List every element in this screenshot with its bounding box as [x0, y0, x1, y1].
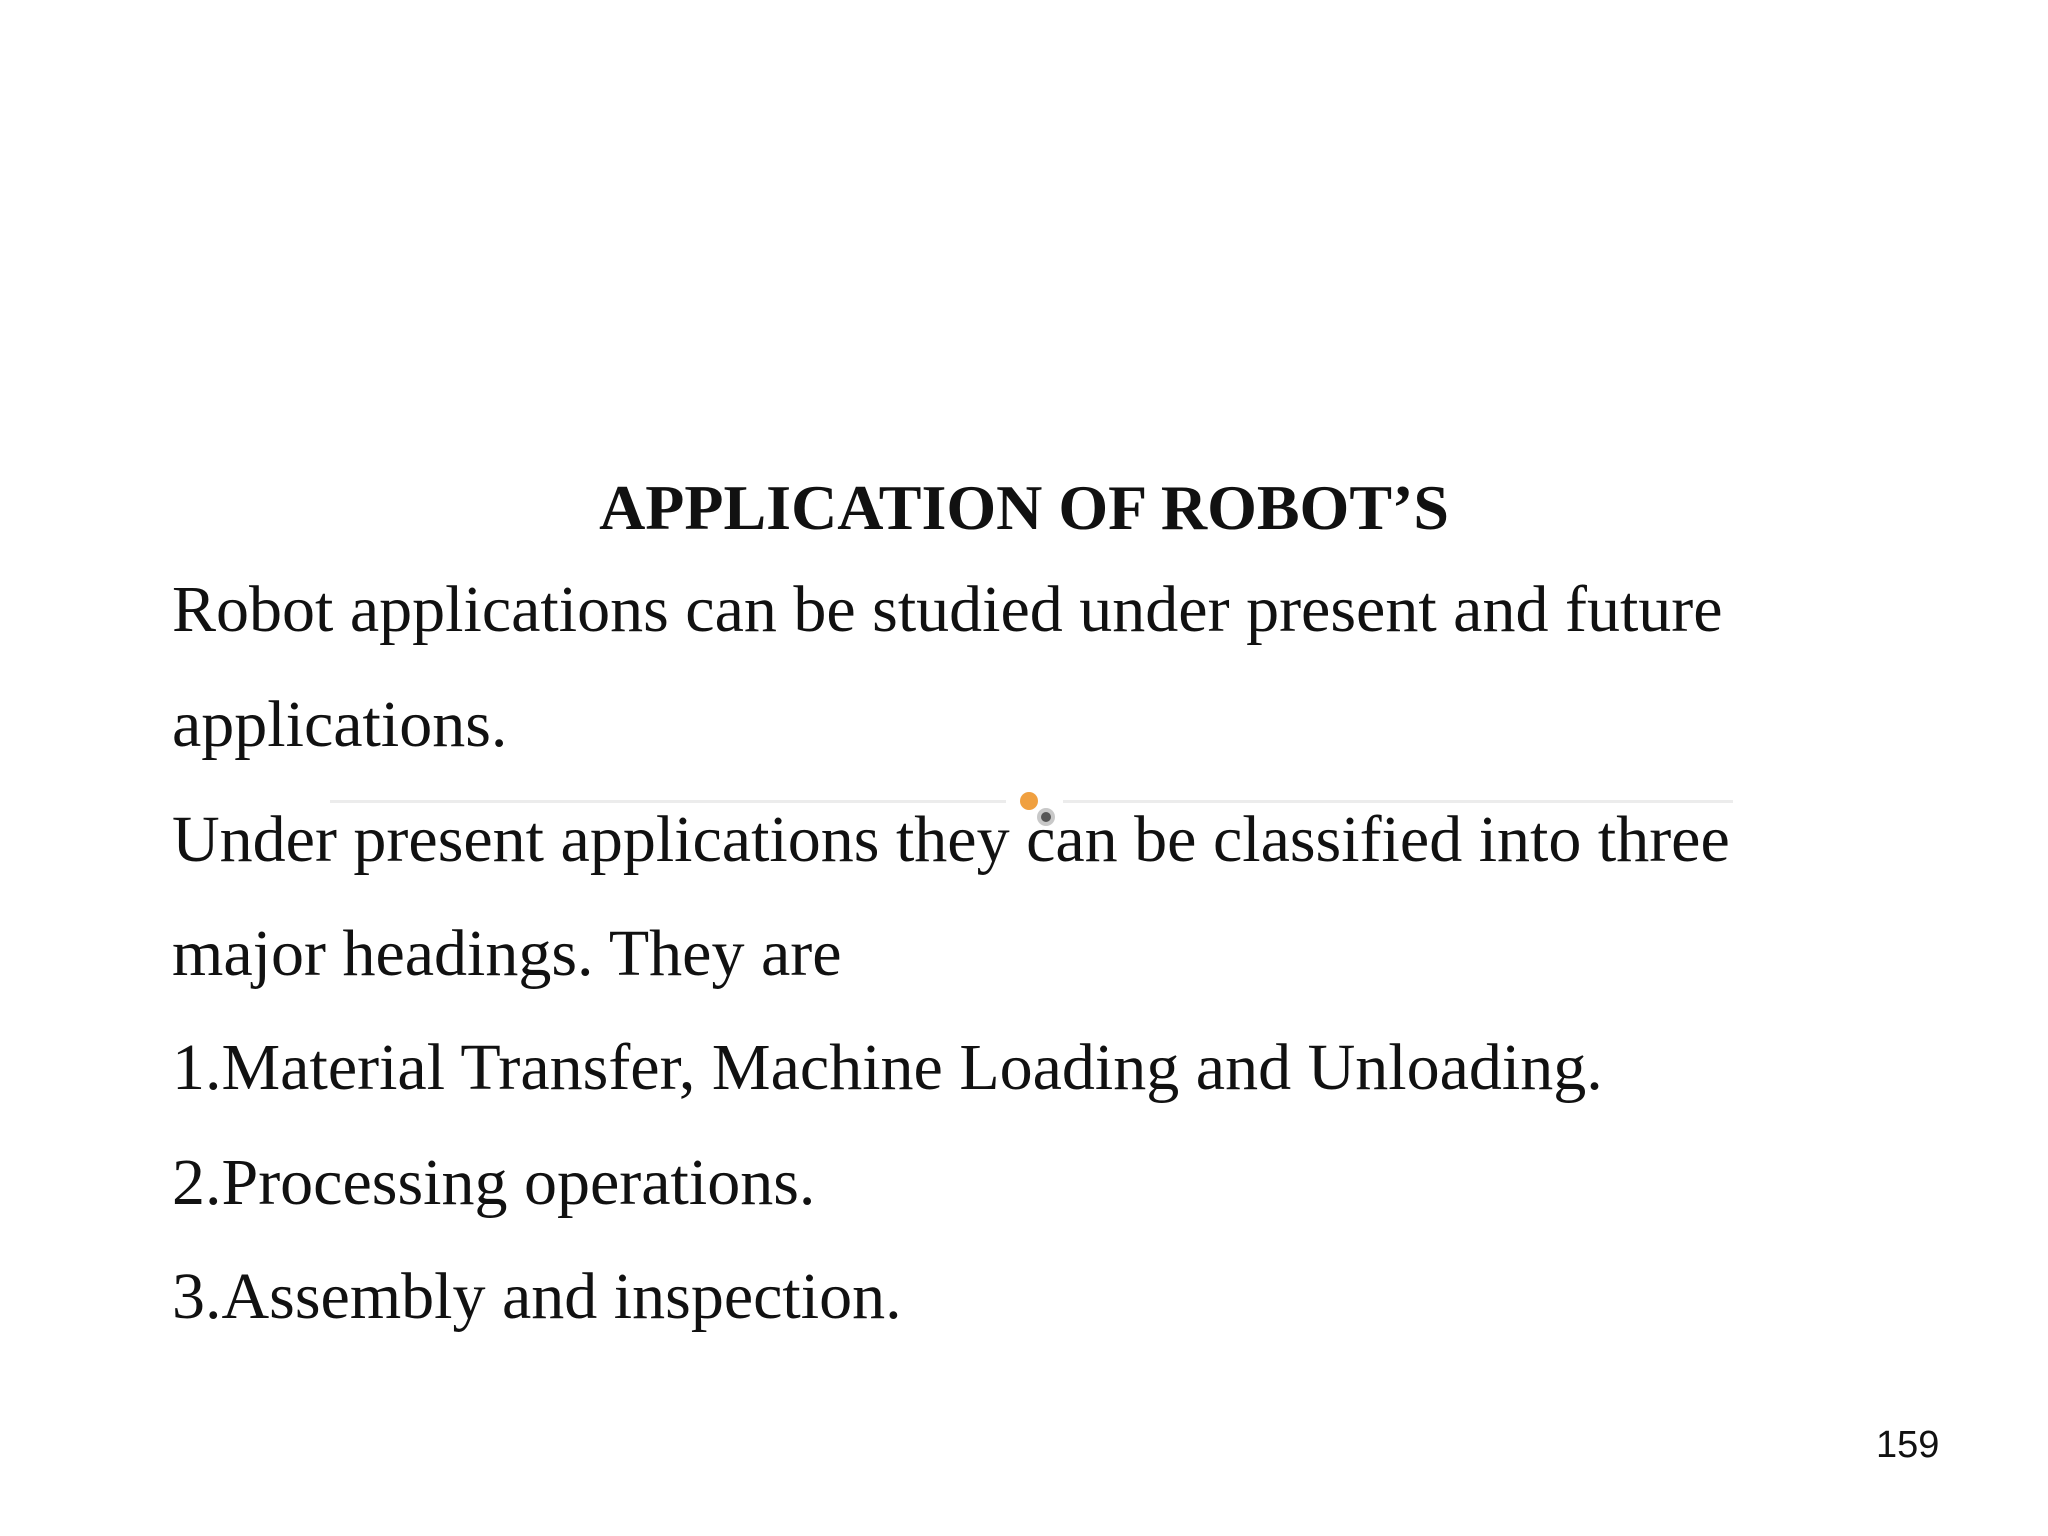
- body-line-1: Robot applications can be studied under present and future: [172, 573, 1723, 646]
- body-line-7: 3.Assembly and inspection.: [172, 1260, 902, 1333]
- page-number: 159: [1876, 1424, 1940, 1466]
- body-line-6: 2.Processing operations.: [172, 1146, 816, 1219]
- slide-title: APPLICATION OF ROBOT’S: [599, 472, 1449, 543]
- body-line-2: applications.: [172, 688, 508, 761]
- body-line-5: 1.Material Transfer, Machine Loading and Unloading.: [172, 1031, 1603, 1104]
- body-line-3: Under present applications they can be classified into three: [172, 803, 1730, 876]
- body-line-4: major headings. They are: [172, 917, 842, 990]
